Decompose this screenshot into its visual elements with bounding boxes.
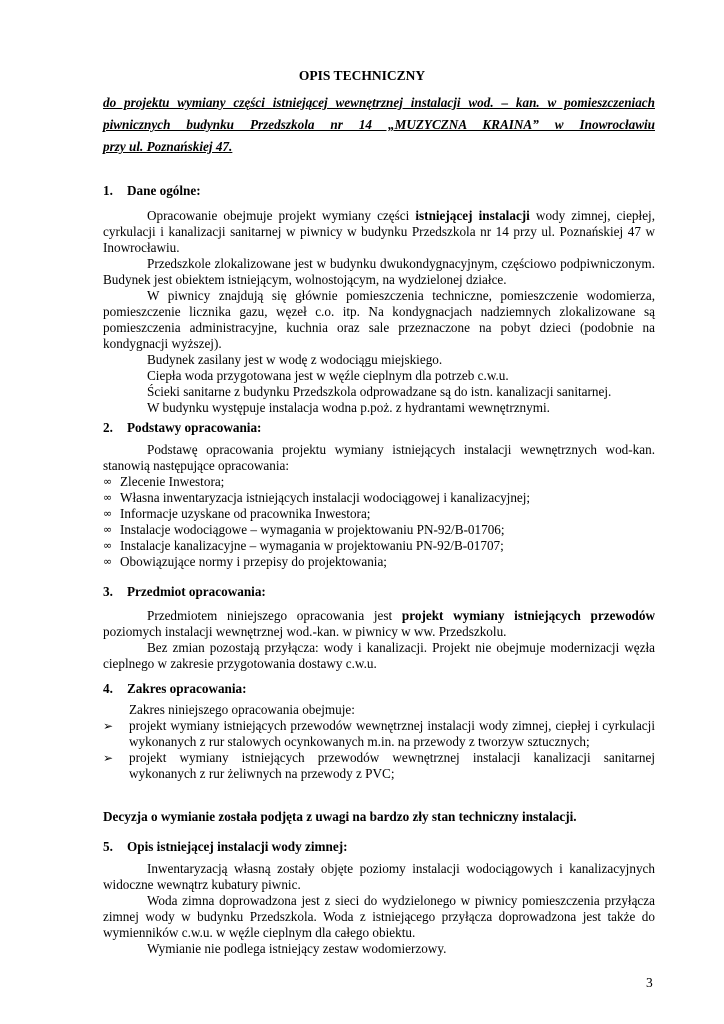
subtitle-line-3: przy ul. Poznańskiej 47. [103, 139, 233, 154]
section-title: Zakres opracowania: [127, 681, 247, 696]
document-title: OPIS TECHNICZNY [298, 68, 426, 83]
section-title: Dane ogólne: [127, 183, 201, 198]
section-1-heading [103, 183, 201, 199]
section-title: Podstawy opracowania: [127, 420, 262, 435]
text: Opracowanie obejmuje projekt wymiany części [147, 208, 416, 223]
list-item [103, 750, 655, 782]
infinity-bullet-icon: ∞ [103, 523, 113, 536]
decision-statement: Decyzja o wymianie została podjęta z uwagi na bardzo zły stan techniczny instalacji. [103, 809, 577, 824]
section-number: 4. [103, 681, 113, 696]
paragraph: Przedszkole zlokalizowane jest w budynku dwukondygnacyjnym, częściowo podpiwniczonym. Budynek jest obiektem istniejącym, wolnostojącym, na wydzielonej działce. [103, 256, 655, 287]
list-item [103, 490, 655, 506]
paragraph: Bez zmian pozostają przyłącza: wody i kanalizacji. Projekt nie obejmuje modernizacji węzła cieplnego w zakresie przygotowania dostawy c.w.u. [103, 640, 655, 671]
bold-text: projekt wymiany istniejących przewodów [401, 608, 655, 623]
section-5-body [103, 861, 655, 957]
paragraph: Inwentaryzacją własną zostały objęte poziomy instalacji wodociągowych i kanalizacyjnych widoczne wewnątrz kubatury piwnic. [103, 861, 655, 892]
list-item-text: Zlecenie Inwestora; [120, 474, 225, 489]
list-item [103, 506, 655, 522]
list-item [103, 522, 655, 538]
paragraph: Wymianie nie podlega istniejący zestaw wodomierzowy. [147, 941, 447, 956]
paragraph: W piwnicy znajdują się głównie pomieszczenia techniczne, pomieszczenie wodomierza, pomieszczenie licznika gazu, węzeł c.o. itp. Na kondygnacjach nadziemnych zlokalizowane są pomieszczenia administracyjne, kuchnia oraz sale przeznaczone na pobyt dzieci (podobnie na kondygnacji wyższej). [103, 288, 655, 351]
section-number: 5. [103, 839, 113, 854]
paragraph: Ścieki sanitarne z budynku Przedszkola odprowadzane są do istn. kanalizacji sanitarnej. [147, 384, 612, 399]
section-title: Opis istniejącej instalacji wody zimnej: [127, 839, 348, 854]
subtitle-line-2: piwnicznych budynku Przedszkola nr 14 „MUZYCZNA KRAINA” w Inowrocławiu [103, 117, 655, 132]
paragraph: Ciepła woda przygotowana jest w węźle cieplnym dla potrzeb c.w.u. [147, 368, 509, 383]
list-item [103, 718, 655, 750]
list-item-text: Instalacje kanalizacyjne – wymagania w projektowaniu PN-92/B-01707; [120, 538, 504, 553]
list-item-text: projekt wymiany istniejących przewodów wewnętrznej instalacji kanalizacji sanitarnej wykonanych z rur żeliwnych na przewody z PVC; [129, 750, 655, 781]
text: poziomych instalacji wewnętrznej wod.-kan. w piwnicy w ww. Przedszkolu. [103, 624, 507, 639]
paragraph: Budynek zasilany jest w wodę z wodociągu miejskiego. [147, 352, 443, 367]
section-3-heading [103, 584, 266, 600]
arrow-bullet-icon: ➢ [103, 719, 114, 733]
section-number: 2. [103, 420, 113, 435]
paragraph [103, 208, 655, 256]
paragraph: Podstawę opracowania projektu wymiany istniejących instalacji wewnętrznych wod-kan. stanowią następujące opracowania: [103, 442, 655, 473]
section-2-heading [103, 420, 261, 436]
infinity-bullet-icon: ∞ [103, 491, 113, 504]
section-5-heading [103, 839, 348, 855]
section-2-body [103, 442, 655, 570]
paragraph: Zakres niniejszego opracowania obejmuje: [129, 702, 355, 717]
list-item [103, 538, 655, 554]
text: Przedmiotem niniejszego opracowania jest [147, 608, 402, 623]
list-item [103, 474, 655, 490]
section-1-body [103, 208, 655, 416]
list-item [103, 554, 655, 570]
list-item-text: Informacje uzyskane od pracownika Inwestora; [120, 506, 371, 521]
paragraph [103, 608, 655, 640]
paragraph: W budynku występuje instalacja wodna p.poż. z hydrantami wewnętrznymi. [147, 400, 550, 415]
list-item-text: Instalacje wodociągowe – wymagania w projektowaniu PN-92/B-01706; [120, 522, 505, 537]
infinity-bullet-icon: ∞ [103, 555, 113, 568]
list-item-text: Obowiązujące normy i przepisy do projektowania; [120, 554, 387, 569]
document-subtitle [103, 92, 655, 158]
page-number: 3 [646, 975, 653, 990]
text: wody zimnej, ciepłej, cyrkulacji i kanalizacji sanitarnej w piwnicy w budynku Przedszkola nr 14 przy ul. Poznańskiej 47 w Inowrocławiu. [103, 208, 656, 255]
paragraph: Woda zimna doprowadzona jest z sieci do wydzielonego w piwnicy pomieszczenia przyłącza zimnej wody w budynku Przedszkola. Woda z istniejącego przyłącza doprowadzona jest także do wymienników c.w.u. w węźle cieplnym dla całego obiektu. [103, 893, 655, 940]
section-4-heading [103, 681, 247, 697]
section-4-body [103, 702, 655, 782]
section-number: 1. [103, 183, 113, 198]
infinity-bullet-icon: ∞ [103, 539, 113, 552]
infinity-bullet-icon: ∞ [103, 475, 113, 488]
list-item-text: Własna inwentaryzacja istniejących instalacji wodociągowej i kanalizacyjnej; [120, 490, 531, 505]
section-number: 3. [103, 584, 113, 599]
list-item-text: projekt wymiany istniejących przewodów wewnętrznej instalacji wody zimnej, ciepłej i cyrkulacji wykonanych z rur stalowych ocynkowanych m.in. na przewody z tworzyw sztucznych; [129, 718, 655, 749]
infinity-bullet-icon: ∞ [103, 507, 113, 520]
subtitle-line-1: do projektu wymiany części istniejącej wewnętrznej instalacji wod. – kan. w pomieszczeniach [103, 95, 655, 110]
section-title: Przedmiot opracowania: [127, 584, 266, 599]
bold-text: istniejącej instalacji [415, 208, 530, 223]
section-3-body [103, 608, 655, 672]
arrow-bullet-icon: ➢ [103, 751, 114, 765]
